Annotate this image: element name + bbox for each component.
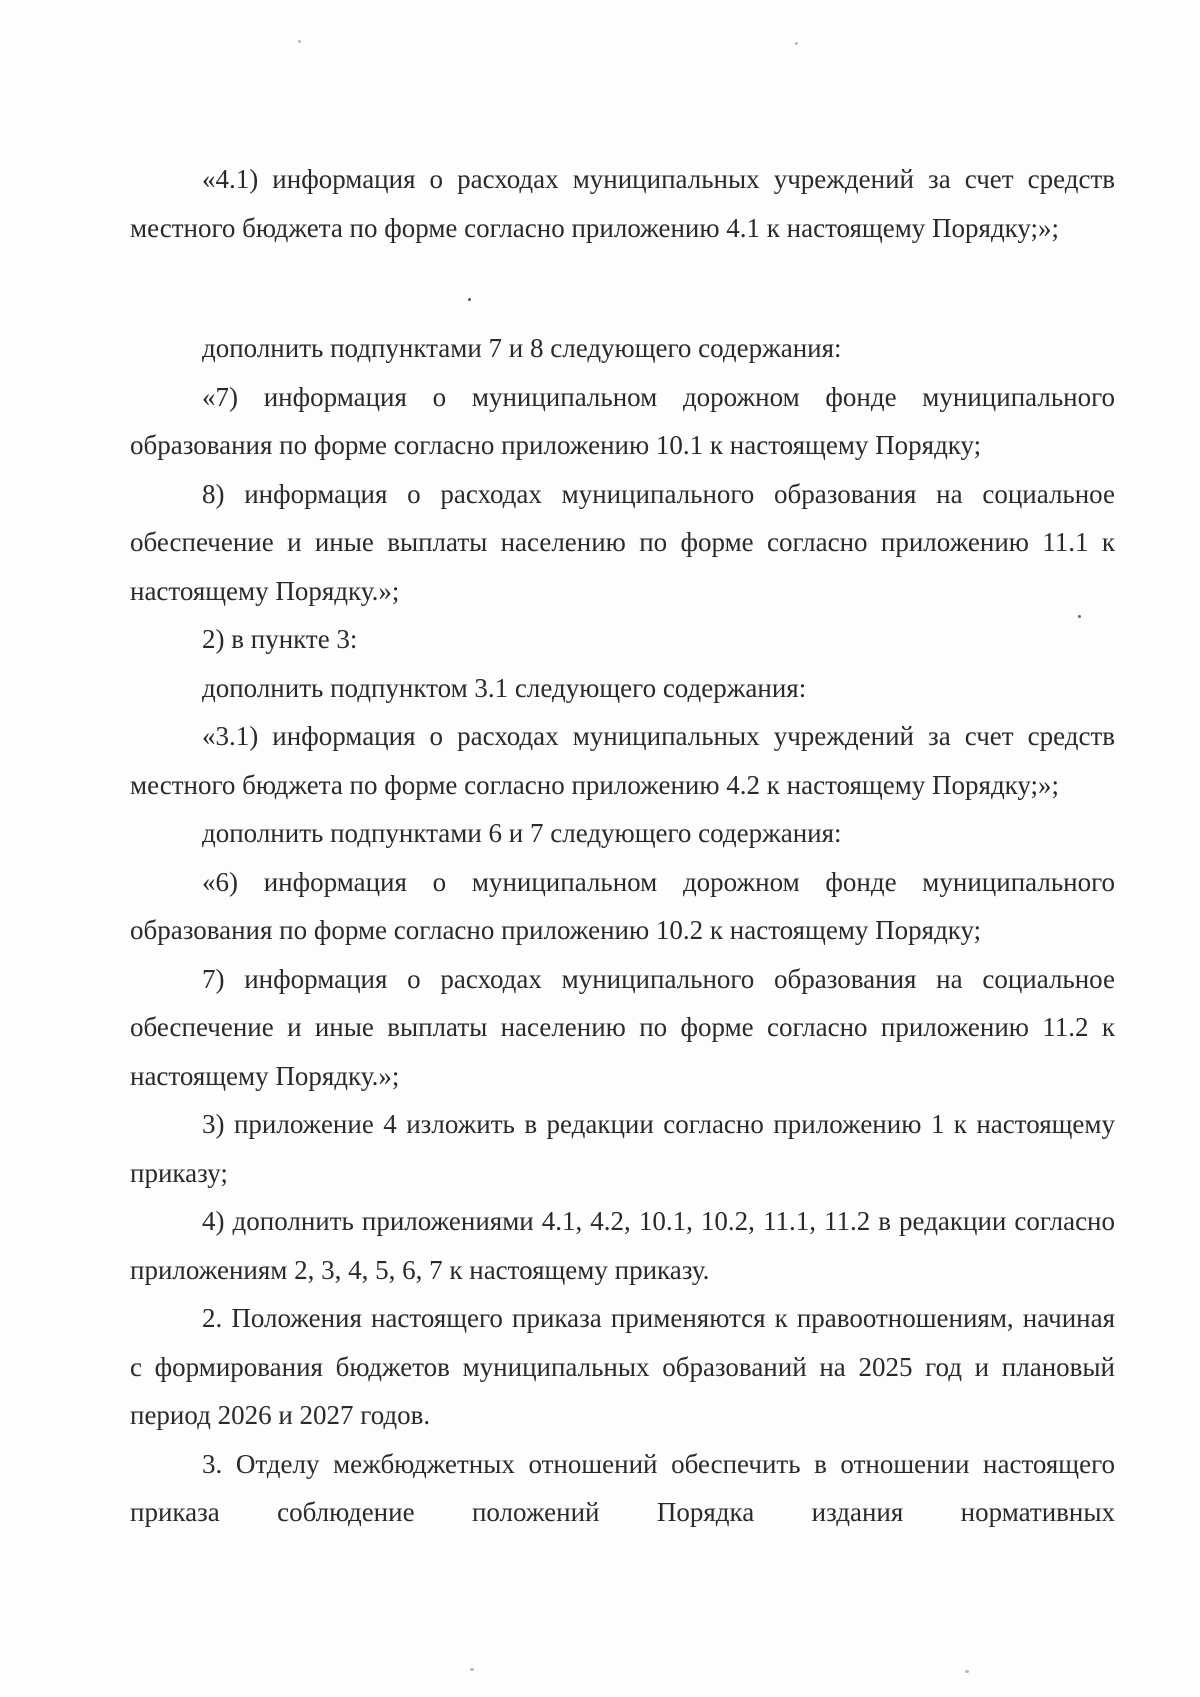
paragraph-gap [130, 252, 1115, 324]
paragraph-point-3: 2) в пункте 3: [202, 624, 358, 654]
paragraph-section-3: 3. Отделу межбюджетных отношений обеспечить в отношении настоящего приказа соблюдение положений Порядка издания нормативных [130, 1448, 1115, 1527]
paragraph-item-7b: 7) информация о расходах муниципального образования на социальное обеспечение и иные выплаты населению по форме согласно приложению 11.2 к настоящему Порядку.»; [130, 963, 1115, 1091]
paragraph-section-2: 2. Положения настоящего приказа применяются к правоотношениям, начиная с формирования бюджетов муниципальных образований на 2025 год и плановый период 2026 и 2027 годов. [130, 1303, 1115, 1430]
paragraph-4-1: «4.1) информация о расходах муниципальных учреждений за счет средств местного бюджета по форме согласно приложению 4.1 к настоящему Порядку;»; [130, 164, 1115, 243]
scan-speck [965, 1670, 969, 1673]
paragraph-add-6-7: дополнить подпунктами 6 и 7 следующего содержания: [202, 818, 842, 848]
paragraph-add-3-1: дополнить подпунктом 3.1 следующего содержания: [202, 672, 807, 703]
paragraph-item-8: 8) информация о расходах муниципального образования на социальное обеспечение и иные выплаты населению по форме согласно приложению 11.1 к настоящему Порядку.»; [130, 478, 1115, 606]
paragraph-item-7: «7) информация о муниципальном дорожном фонде муниципального образования по форме согласно приложению 10.1 к настоящему Порядку; [130, 381, 1115, 460]
paragraph-add-7-8: дополнить подпунктами 7 и 8 следующего содержания: [202, 333, 842, 363]
scan-speck [795, 42, 798, 45]
paragraph-item-3-1: «3.1) информация о расходах муниципальных учреждений за счет средств местного бюджета по форме согласно приложению 4.2 к настоящему Порядку;»; [130, 721, 1115, 800]
paragraph-appendix-4: 3) приложение 4 изложить в редакции согласно приложению 1 к настоящему приказу; [130, 1109, 1115, 1188]
paragraph-item-6: «6) информация о муниципальном дорожном фонде муниципального образования по форме согласно приложению 10.2 к настоящему Порядку; [130, 866, 1115, 945]
paragraph-add-appendices: 4) дополнить приложениями 4.1, 4.2, 10.1, 10.2, 11.1, 11.2 в редакции согласно приложениям 2, 3, 4, 5, 6, 7 к настоящему приказу. [130, 1206, 1115, 1285]
scan-speck [470, 1668, 474, 1671]
document-body [130, 155, 1115, 1537]
scan-speck [298, 40, 301, 43]
